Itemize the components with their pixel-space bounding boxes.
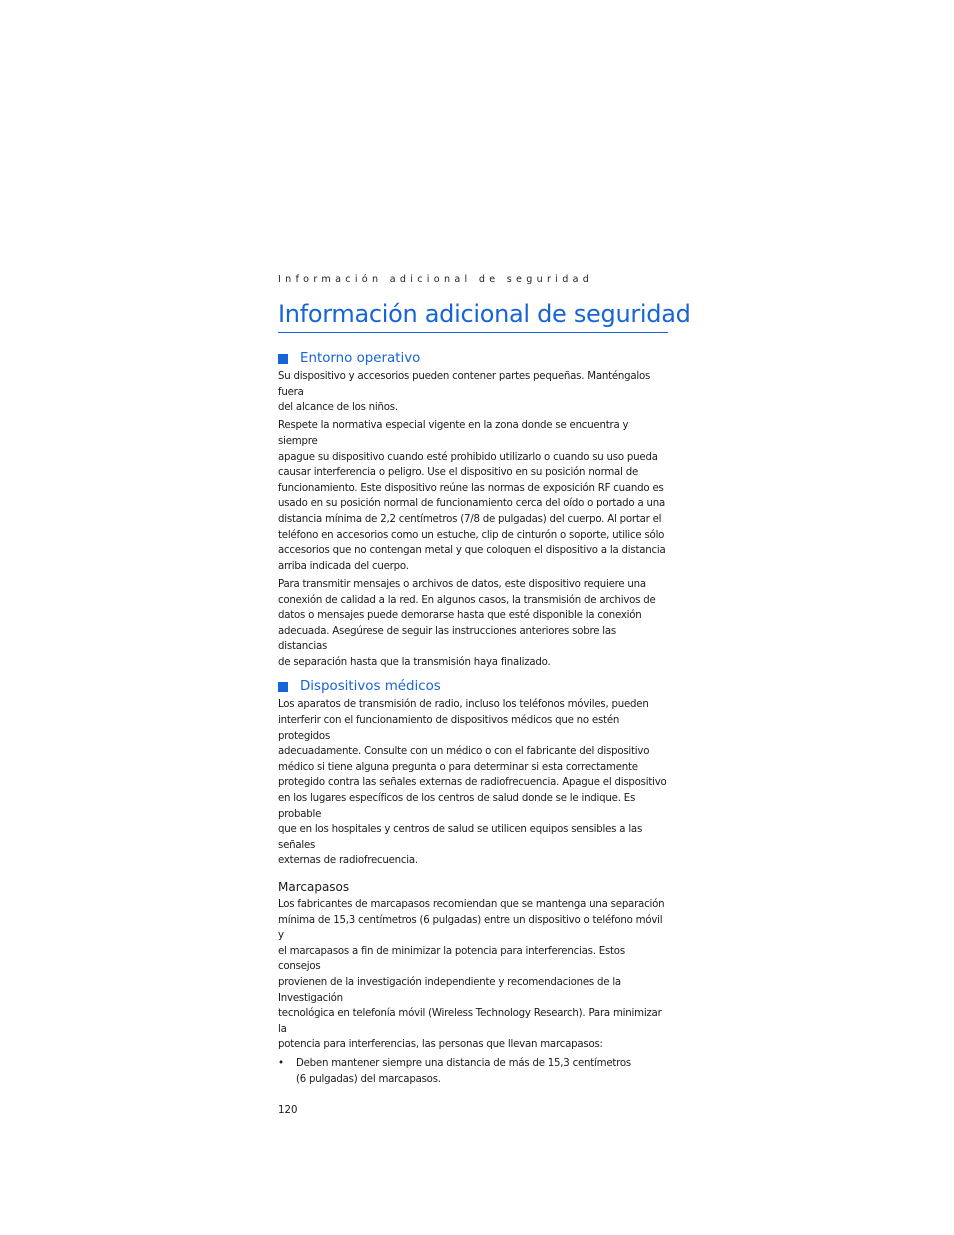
chapter-title: Información adicional de seguridad [278, 298, 668, 333]
section-heading-text: Dispositivos médicos [300, 679, 441, 695]
bullet-dot-icon: • [278, 1057, 284, 1069]
square-bullet-icon [278, 354, 288, 364]
section-heading-entorno-operativo [278, 350, 668, 368]
page-number: 120 [278, 1105, 298, 1117]
paragraph: Respete la normativa especial vigente en la zona donde se encuentra y siempre apague su dispositivo cuando esté prohibido utilizarlo o cuando su uso pueda causar interferencia o peligro. Use el dispositivo en su posición normal de funcionamiento. Este dispositivo reúne las normas de exposición RF cuando es usado en su posición normal de funcionamiento cerca del oído o portado a una distancia mínima de 2,2 centímetros (7/8 de pulgadas) del cuerpo. Al portar el teléfono en accesorios como un estuche, clip de cinturón o soporte, utilice sólo accesorios que no contengan metal y que coloquen el dispositivo a la distancia arriba indicada del cuerpo. [278, 420, 666, 572]
square-bullet-icon [278, 682, 288, 692]
subheading-marcapasos: Marcapasos [278, 880, 350, 894]
list-item-text: Deben mantener siempre una distancia de más de 15,3 centímetros (6 pulgadas) del marcapasos. [296, 1057, 632, 1085]
paragraph: Los fabricantes de marcapasos recomiendan que se mantenga una separación mínima de 15,3 centímetros (6 pulgadas) entre un dispositivo o teléfono móvil y el marcapasos a fin de minimizar la potencia para interferencias. Estos consejos provienen de la investigación independiente y recomendaciones de la Investigación tecnológica en telefonía móvil (Wireless Technology Research). Para minimizar la potencia para interferencias, las personas que llevan marcapasos: [278, 899, 665, 1051]
running-header: Información adicional de seguridad [278, 274, 594, 285]
section-heading-text: Entorno operativo [300, 351, 421, 366]
list-item [278, 1056, 668, 1087]
paragraph: Su dispositivo y accesorios pueden contener partes pequeñas. Manténgalos fuera del alcance de los niños. [278, 371, 651, 414]
paragraph: Los aparatos de transmisión de radio, incluso los teléfonos móviles, pueden interferir con el funcionamiento de dispositivos médicos que no estén protegidos adecuadamente. Consulte con un médico o con el fabricante del dispositivo médico si tiene alguna pregunta o para determinar si esta correctamente protegido contra las señales externas de radiofrecuencia. Apague el dispositivo en los lugares específicos de los centros de salud donde se le indique. Es probable que en los hospitales y centros de salud se utilicen equipos sensibles a las señales externas de radiofrecuencia. [278, 699, 667, 867]
section-heading-dispositivos-medicos [278, 678, 668, 696]
document-page [278, 272, 691, 1119]
paragraph: Para transmitir mensajes o archivos de datos, este dispositivo requiere una conexión de calidad a la red. En algunos casos, la transmisión de archivos de datos o mensajes puede demorarse hasta que esté disponible la conexión adecuada. Asegúrese de seguir las instrucciones anteriores sobre las distancias de separación hasta que la transmisión haya finalizado. [278, 578, 656, 668]
